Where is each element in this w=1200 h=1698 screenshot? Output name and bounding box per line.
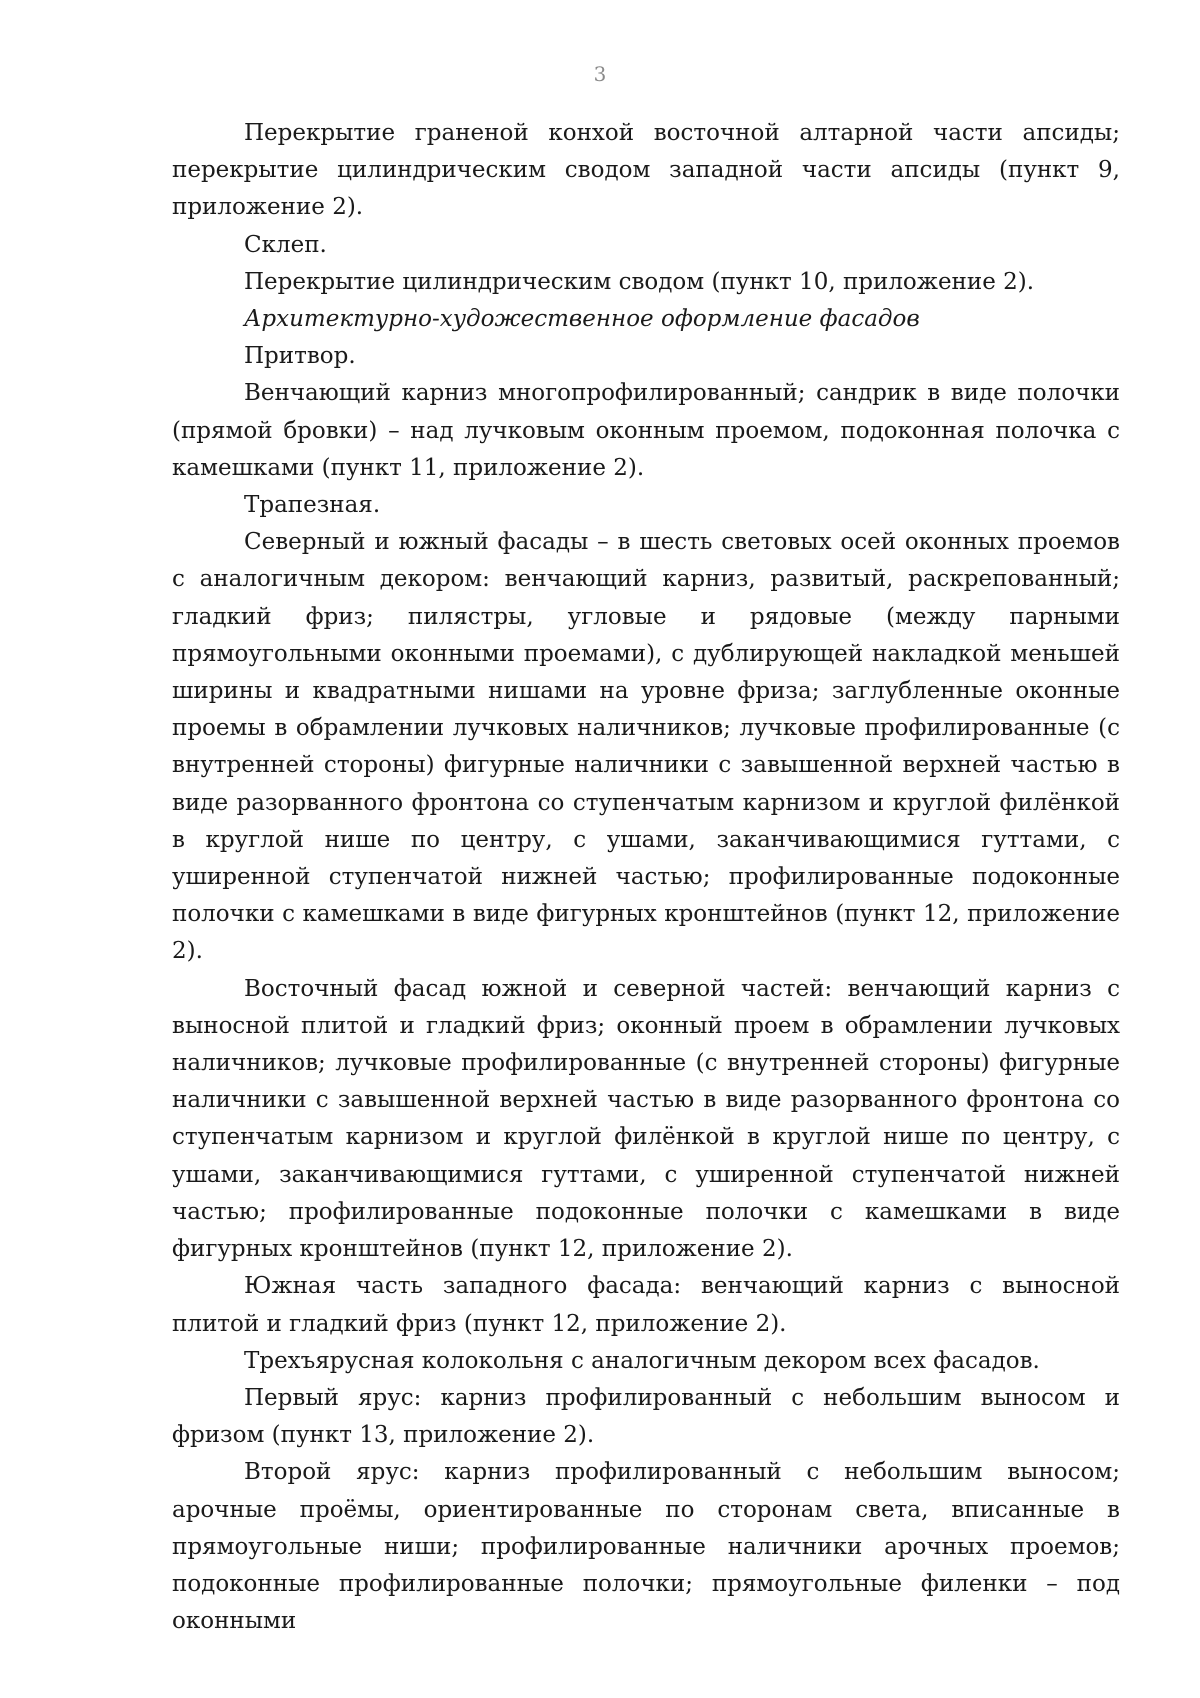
paragraph-north-south-facades: Северный и южный фасады – в шесть световых осей оконных проемов с аналогичным декором: венчающий карниз, развитый, раскрепованный; гладкий фриз; пилястры, угловые и рядовые (между парными прямоугольными оконными проемами), с дублирующей накладкой меньшей ширины и квадратными нишами на уровне фриза; заглубленные оконные проемы в обрамлении лучковых наличников; лучковые профилированные (с внутренней стороны) фигурные наличники с завышенной верхней частью в виде разорванного фронтона со ступенчатым карнизом и круглой филёнкой в круглой нише по центру, с ушами, заканчивающимися гуттами, с уширенной ступенчатой нижней частью; профилированные подоконные полочки с камешками в виде фигурных кронштейнов (пункт 12, приложение 2). (172, 529, 1120, 965)
paragraph-bell-tower: Трехъярусная колокольня с аналогичным декором всех фасадов. (244, 1347, 1040, 1374)
paragraph-apse-ceiling: Перекрытие граненой конхой восточной алтарной части апсиды; перекрытие цилиндрическим сводом западной части апсиды (пункт 9, приложение 2). (172, 120, 1120, 221)
paragraph-refectory-heading: Трапезная. (244, 492, 381, 519)
paragraph-narthex-heading: Притвор. (244, 343, 356, 370)
paragraph-crypt-ceiling: Перекрытие цилиндрическим сводом (пункт 10, приложение 2). (244, 268, 1035, 295)
section-heading-facades: Архитектурно-художественное оформление фасадов (244, 306, 920, 333)
page-number: 3 (593, 62, 607, 86)
paragraph-east-facade: Восточный фасад южной и северной частей: венчающий карниз с выносной плитой и гладкий фриз; оконный проем в обрамлении лучковых наличников; лучковые профилированные (с внутренней стороны) фигурные наличники с завышенной верхней частью в виде разорванного фронтона со ступенчатым карнизом и круглой филёнкой в круглой нише по центру, с ушами, заканчивающимися гуттами, с уширенной ступенчатой нижней частью; профилированные подоконные полочки с камешками в виде фигурных кронштейнов (пункт 12, приложение 2). (172, 975, 1120, 1263)
paragraph-crypt-heading: Склеп. (244, 231, 327, 258)
document-body (172, 115, 1120, 1640)
paragraph-first-tier: Первый ярус: карниз профилированный с небольшим выносом и фризом (пункт 13, приложение 2). (172, 1384, 1120, 1449)
paragraph-narthex-cornice: Венчающий карниз многопрофилированный; сандрик в виде полочки (прямой бровки) – над лучковым оконным проемом, подоконная полочка с камешками (пункт 11, приложение 2). (172, 380, 1120, 481)
paragraph-west-facade: Южная часть западного фасада: венчающий карниз с выносной плитой и гладкий фриз (пункт 12, приложение 2). (172, 1273, 1120, 1337)
paragraph-second-tier: Второй ярус: карниз профилированный с небольшим выносом; арочные проёмы, ориентированные по сторонам света, вписанные в прямоугольные ниши; профилированные наличники арочных проемов; подоконные профилированные полочки; прямоугольные филенки – под оконными (172, 1459, 1120, 1635)
